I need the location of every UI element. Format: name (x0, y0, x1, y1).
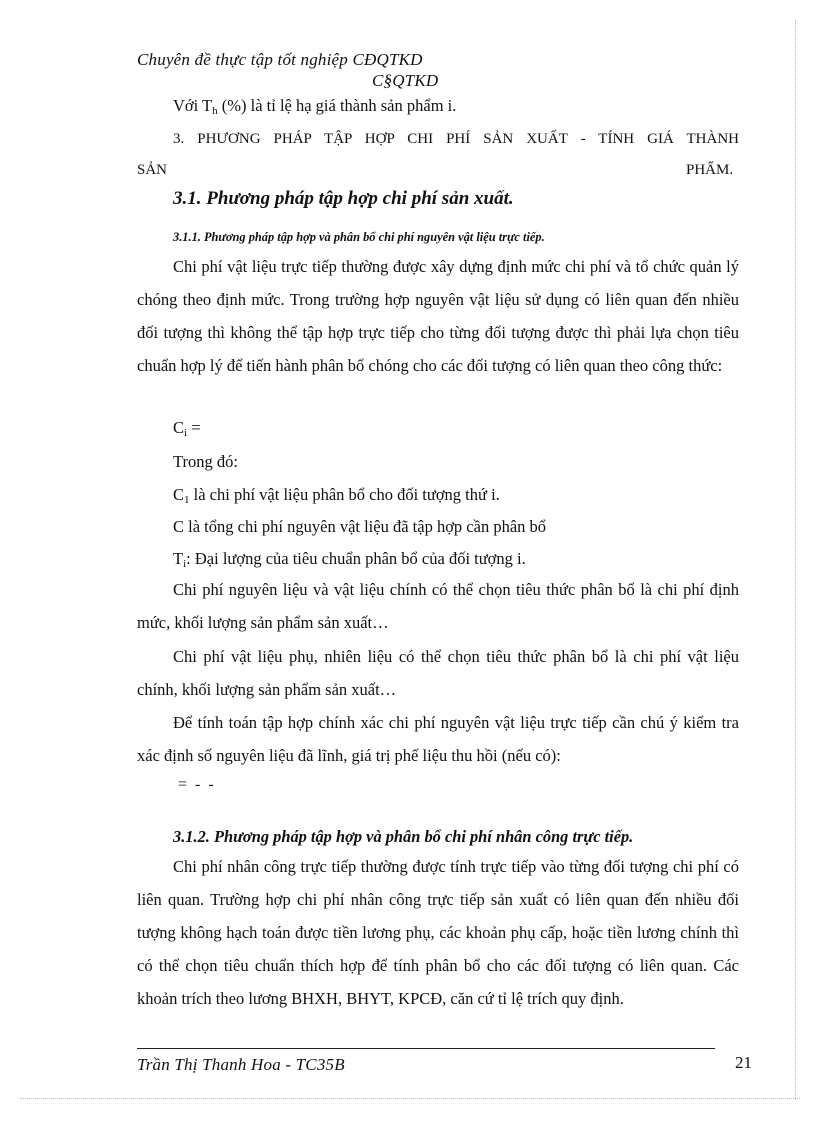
paragraph-2: Chi phí nguyên liệu và vật liệu chính có thể chọn tiêu thức phân bổ là chi phí định mức, khối lượng sản phẩm sản xuất… (137, 580, 739, 632)
trong-do-label: Trong đó: (173, 452, 238, 471)
definition-c: C là tổng chi phí nguyên vật liệu đã tập hợp cần phân bổ (173, 517, 547, 536)
formula-ci: $C_i$ = (173, 418, 201, 439)
page-border-right (795, 20, 796, 1100)
footer-rule (137, 1048, 715, 1049)
running-header: Chuyên đề thực tập tốt nghiệp CĐQTKD (137, 50, 423, 69)
page-border-bottom (20, 1098, 800, 1099)
heading-3-1-1: 3.1.1. Phương pháp tập hợp và phân bổ chi phí nguyên vật liệu trực tiếp. (173, 230, 545, 244)
paragraph-5: Chi phí nhân công trực tiếp thường được tính trực tiếp vào từng đối tượng chi phí có liên quan. Trường hợp chi phí nhân công trực tiếp sản xuất có liên quan đến nhiều đối tượng không hạch toán được tiền lương phụ, các khoản phụ cấp, hoặc tiền lương chính thì có thể chọn tiêu chuẩn thích hợp để tính phân bổ cho các đối tượng có liên quan. Các khoản trích theo lương BHXH, BHYT, KPCĐ, căn cứ tỉ lệ trích quy định. (137, 857, 739, 1008)
page-number: 21 (735, 1053, 752, 1072)
paragraph-1: Chi phí vật liệu trực tiếp thường được xây dựng định mức chi phí và tổ chức quản lý chóng theo định mức. Trong trường hợp nguyên vật liệu sử dụng có liên quan đến nhiều đối tượng thì không thể tập hợp trực tiếp cho từng đối tượng được thì phải lựa chọn tiêu chuẩn hợp lý để tiến hành phân bổ chóng cho các đối tượng có liên quan theo công thức: (137, 257, 739, 375)
definition-ti: $T_i$: Đại lượng của tiêu chuẩn phân bổ của đối tượng i. (173, 549, 526, 570)
paragraph-4: Để tính toán tập hợp chính xác chi phí nguyên vật liệu trực tiếp cần chú ý kiểm tra xác định số nguyên liệu đã lĩnh, giá trị phế liệu thu hồi (nếu có): (137, 713, 739, 765)
heading-3-1-2: 3.1.2. Phương pháp tập hợp và phân bổ chi phí nhân công trực tiếp. (173, 827, 634, 846)
section-3-heading-cont: SẢN (137, 162, 168, 178)
footer-author: Trần Thị Thanh Hoa - TC35B (137, 1055, 345, 1074)
running-header-code: C§QTKD (372, 71, 439, 90)
section-3-heading: 3. PHƯƠNG PHÁP TẬP HỢP CHI PHÍ SẢN XUẤT - TÍNH GIÁ THÀNH (173, 131, 739, 147)
section-3-heading-end: PHẨM. (686, 162, 734, 178)
heading-3-1: 3.1. Phương pháp tập hợp chi phí sản xuất. (173, 188, 514, 209)
definition-c1: $C_1$ là chi phí vật liệu phân bổ cho đối tượng thứ i. (173, 485, 500, 506)
paragraph-3: Chi phí vật liệu phụ, nhiên liệu có thể chọn tiêu thức phân bổ là chi phí vật liệu chính, khối lượng sản phẩm sản xuất… (137, 647, 739, 699)
intro-line: Với $T_h$ (%) là tỉ lệ hạ giá thành sản phẩm i. (173, 96, 457, 117)
formula-material-cost: = - - (178, 776, 214, 793)
